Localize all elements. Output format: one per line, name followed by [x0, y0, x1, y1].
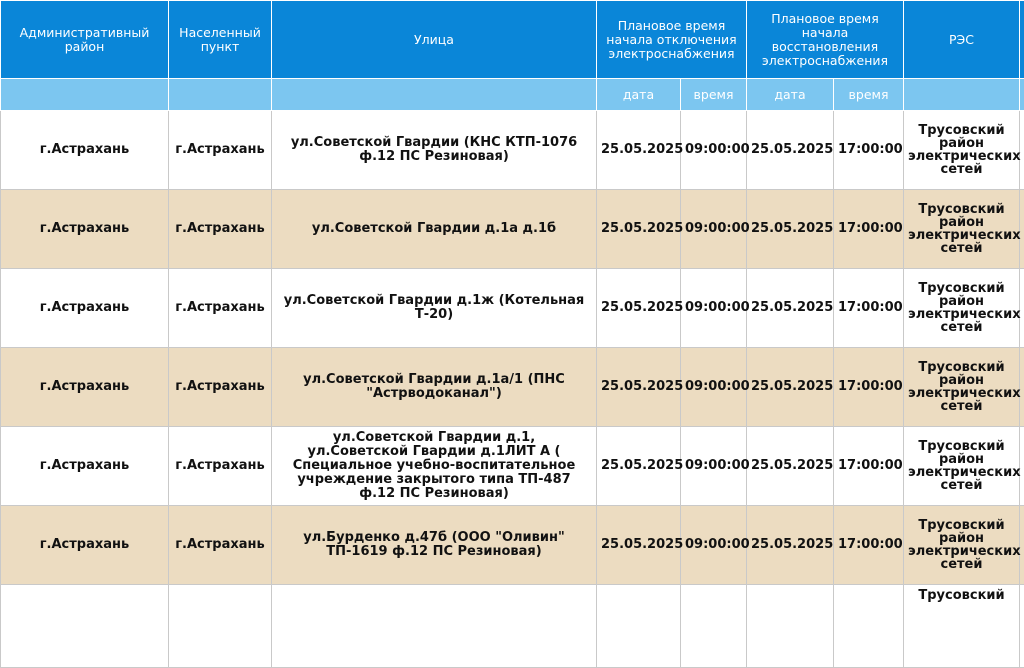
cell-on-time: 17:00:00	[834, 506, 904, 585]
table-row	[1, 585, 1024, 668]
subheader-empty	[904, 79, 1020, 111]
cell-on-date: 25.05.2025	[747, 269, 834, 348]
cell-off-time: 09:00:00	[681, 427, 747, 506]
cell-locality: г.Астрахань	[169, 269, 272, 348]
cell-district: г.Астрахань	[1, 348, 169, 427]
subheader-empty	[1, 79, 169, 111]
cell-off-time: 09:00:00	[681, 269, 747, 348]
cell-district: г.Астрахань	[1, 506, 169, 585]
header-on-time: Плановое время начала восстановления электроснабжения	[747, 1, 904, 79]
cell-res: Трусовский район электрических сетей	[904, 348, 1020, 427]
cell-on-date: 25.05.2025	[747, 506, 834, 585]
cell-res: Трусовский район электрических сетей	[904, 506, 1020, 585]
cell-street: ул.Бурденко д.47б (ООО "Оливин" ТП-1619 ф.12 ПС Резиновая)	[272, 506, 597, 585]
cell-res: Трусовский	[904, 585, 1020, 668]
cell-district: г.Астрахань	[1, 427, 169, 506]
cell-res: Трусовский район электрических сетей	[904, 427, 1020, 506]
cell-off-date: 25.05.2025	[597, 427, 681, 506]
cell-on-date: 25.05.2025	[747, 427, 834, 506]
cell-district: г.Астрахань	[1, 269, 169, 348]
cell-off-date	[597, 585, 681, 668]
cell-off-date: 25.05.2025	[597, 506, 681, 585]
cell-district	[1, 585, 169, 668]
header-extra	[1020, 1, 1024, 79]
cell-street: ул.Советской Гвардии д.1ж (Котельная Т-20)	[272, 269, 597, 348]
table-row	[1, 190, 1024, 269]
cell-on-time: 17:00:00	[834, 190, 904, 269]
table-row	[1, 348, 1024, 427]
cell-district: г.Астрахань	[1, 190, 169, 269]
header-district: Административный район	[1, 1, 169, 79]
header-street: Улица	[272, 1, 597, 79]
cell-off-date: 25.05.2025	[597, 190, 681, 269]
cell-res: Трусовский район электрических сетей	[904, 190, 1020, 269]
cell-on-time: 17:00:00	[834, 427, 904, 506]
cell-res: Трусовский район электрических сетей	[904, 269, 1020, 348]
cell-on-time	[834, 585, 904, 668]
cell-street: ул.Советской Гвардии д.1а/1 (ПНС "Астрводоканал")	[272, 348, 597, 427]
subheader-empty	[169, 79, 272, 111]
cell-off-date: 25.05.2025	[597, 269, 681, 348]
header-off-time: Плановое время начала отключения электроснабжения	[597, 1, 747, 79]
cell-street	[272, 585, 597, 668]
cell-locality	[169, 585, 272, 668]
cell-locality: г.Астрахань	[169, 348, 272, 427]
header-locality: Населенный пункт	[169, 1, 272, 79]
cell-off-time: 09:00:00	[681, 506, 747, 585]
cell-off-time	[681, 585, 747, 668]
table-row	[1, 269, 1024, 348]
cell-locality: г.Астрахань	[169, 427, 272, 506]
cell-on-date	[747, 585, 834, 668]
cell-on-date: 25.05.2025	[747, 348, 834, 427]
cell-locality: г.Астрахань	[169, 190, 272, 269]
cell-off-date: 25.05.2025	[597, 111, 681, 190]
cell-street: ул.Советской Гвардии д.1, ул.Советской Гвардии д.1ЛИТ А ( Специальное учебно-воспитательное учреждение закрытого типа ТП-487 ф.12 ПС Резиновая)	[272, 427, 597, 506]
subheader-on-time: время	[834, 79, 904, 111]
table-row	[1, 111, 1024, 190]
cell-off-time: 09:00:00	[681, 348, 747, 427]
cell-on-date: 25.05.2025	[747, 190, 834, 269]
cell-street: ул.Советской Гвардии д.1а д.1б	[272, 190, 597, 269]
cell-off-time: 09:00:00	[681, 111, 747, 190]
cell-on-time: 17:00:00	[834, 348, 904, 427]
subheader-empty	[1020, 79, 1024, 111]
subheader-empty	[272, 79, 597, 111]
cell-district: г.Астрахань	[1, 111, 169, 190]
cell-street: ул.Советской Гвардии (КНС КТП-1076 ф.12 ПС Резиновая)	[272, 111, 597, 190]
cell-off-date: 25.05.2025	[597, 348, 681, 427]
subheader-off-time: время	[681, 79, 747, 111]
subheader-off-date: дата	[597, 79, 681, 111]
header-res: РЭС	[904, 1, 1020, 79]
cell-locality: г.Астрахань	[169, 111, 272, 190]
cell-on-date: 25.05.2025	[747, 111, 834, 190]
table-row	[1, 506, 1024, 585]
cell-on-time: 17:00:00	[834, 111, 904, 190]
cell-locality: г.Астрахань	[169, 506, 272, 585]
subheader-on-date: дата	[747, 79, 834, 111]
table-row	[1, 427, 1024, 506]
cell-off-time: 09:00:00	[681, 190, 747, 269]
cell-on-time: 17:00:00	[834, 269, 904, 348]
cell-extra	[1020, 585, 1024, 668]
cell-res: Трусовский район электрических сетей	[904, 111, 1020, 190]
